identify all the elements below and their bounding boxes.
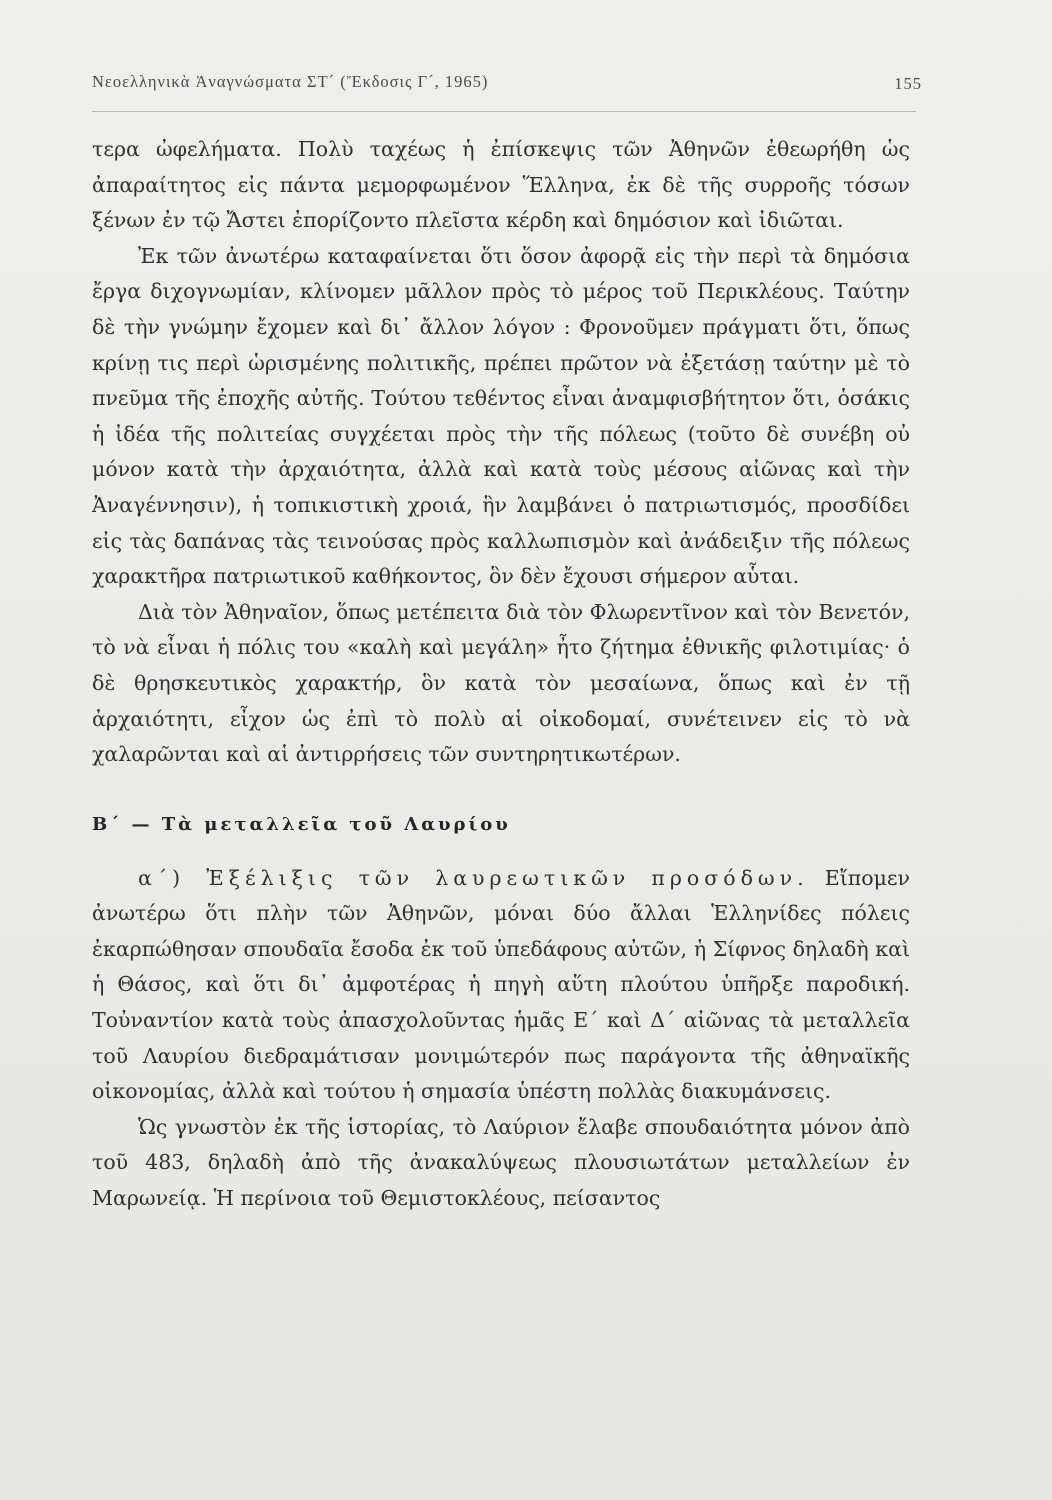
paragraph-5: Ὡς γνωστὸν ἐκ τῆς ἱστορίας, τὸ Λαύριον ἔλαβε σπουδαιότητα μόνον ἀπὸ τοῦ 483, δηλαδὴ ἀπὸ τῆς ἀνακαλύψεως πλουσιωτάτων μεταλλείων ἐν Μαρωνείᾳ. Ἡ περίνοια τοῦ Θεμιστοκλέους, πείσαντος — [92, 1114, 910, 1211]
page-number: 155 — [894, 74, 922, 93]
subsection-label: α´) Ἐξέλιξις τῶν λαυρεωτικῶν προσόδων. — [138, 865, 809, 890]
paragraph-4-text: Εἴπομεν ἀνωτέρω ὅτι πλὴν τῶν Ἀθηνῶν, μόναι δύο ἄλλαι Ἑλληνίδες πόλεις ἐκαρπώθησαν σπουδαῖα ἔσοδα ἐκ τοῦ ὑπεδάφους αὐτῶν, ἡ Σίφνος δηλαδὴ καὶ ἡ Θάσος, καὶ ὅτι δι᾽ ἀμφοτέρας ἡ πηγὴ αὕτη πλούτου ὑπῆρξε παροδική. Τοὐναντίον κατὰ τοὺς ἀπασχολοῦντας ἡμᾶς Ε´ καὶ Δ´ αἰῶνας τὰ μεταλλεῖα τοῦ Λαυρίου διεδραμάτισαν μονιμώτερόν πως παράγοντα τῆς ἀθηναϊκῆς οἰκονομίας, ἀλλὰ καὶ τούτου ἡ σημασία ὑπέστη πολλὰς διακυμάνσεις. — [92, 865, 910, 1104]
section-heading: Β´ — Τὰ μεταλλεῖα τοῦ Λαυρίου — [92, 813, 511, 835]
header-rule — [92, 111, 916, 112]
running-head-title: Νεοελληνικὰ Ἀναγνώσματα ΣΤ´ (Ἔκδοσις Γ´, 1965) — [92, 72, 489, 91]
paragraph-3: Διὰ τὸν Ἀθηναῖον, ὅπως μετέπειτα διὰ τὸν Φλωρεντῖνον καὶ τὸν Βενετόν, τὸ νὰ εἶναι ἡ πόλις του «καλὴ καὶ μεγάλη» ἦτο ζήτημα ἐθνικῆς φιλοτιμίας· ὁ δὲ θρησκευτικὸς χαρακτήρ, ὃν κατὰ τὸν μεσαίωνα, ὅπως καὶ ἐν τῇ ἀρχαιότητι, εἶχον ὡς ἐπὶ τὸ πολὺ αἱ οἰκοδομαί, συνέτεινεν εἰς τὸ νὰ χαλαρῶνται καὶ αἱ ἀντιρρήσεις τῶν συντηρητικωτέρων. — [92, 599, 910, 767]
paragraph-2: Ἐκ τῶν ἀνωτέρω καταφαίνεται ὅτι ὅσον ἀφορᾷ εἰς τὴν περὶ τὰ δημόσια ἔργα διχογνωμίαν, κλίνομεν μᾶλλον πρὸς τὸ μέρος τοῦ Περικλέους. Ταύτην δὲ τὴν γνώμην ἔχομεν καὶ δι᾽ ἄλλον λόγον : Φρονοῦμεν πράγματι ὅτι, ὅπως κρίνῃ τις περὶ ὡρισμένης πολιτικῆς, πρέπει πρῶτον νὰ ἐξετάσῃ ταύτην μὲ τὸ πνεῦμα τῆς ἐποχῆς αὐτῆς. Τούτου τεθέντος εἶναι ἀναμφισβήτητον ὅτι, ὁσάκις ἡ ἰδέα τῆς πολιτείας συγχέεται πρὸς τὴν τῆς πόλεως (τοῦτο δὲ συνέβη οὐ μόνον κατὰ τὴν ἀρχαιότητα, ἀλλὰ καὶ κατὰ τοὺς μέσους αἰῶνας καὶ τὴν Ἀναγέννησιν), ἡ τοπικιστικὴ χροιά, ἣν λαμβάνει ὁ πατριωτισμός, προσδίδει εἰς τὰς δαπάνας τὰς τεινούσας πρὸς καλλωπισμὸν καὶ ἀνάδειξιν τῆς πόλεως χαρακτῆρα πατριωτικοῦ καθήκοντος, ὃν δὲν ἔχουσι σήμερον αὗται. — [92, 243, 910, 589]
page-body — [92, 132, 910, 1217]
paragraph-1: τερα ὠφελήματα. Πολὺ ταχέως ἡ ἐπίσκεψις τῶν Ἀθηνῶν ἐθεωρήθη ὡς ἀπαραίτητος εἰς πάντα μεμορφωμένον Ἕλληνα, ἐκ δὲ τῆς συρροῆς τόσων ξένων ἐν τῷ Ἄστει ἐπορίζοντο πλεῖστα κέρδη καὶ δημόσιον καὶ ἰδιῶται. — [92, 137, 910, 233]
paragraph-4 — [92, 861, 910, 1110]
running-head — [92, 68, 922, 98]
